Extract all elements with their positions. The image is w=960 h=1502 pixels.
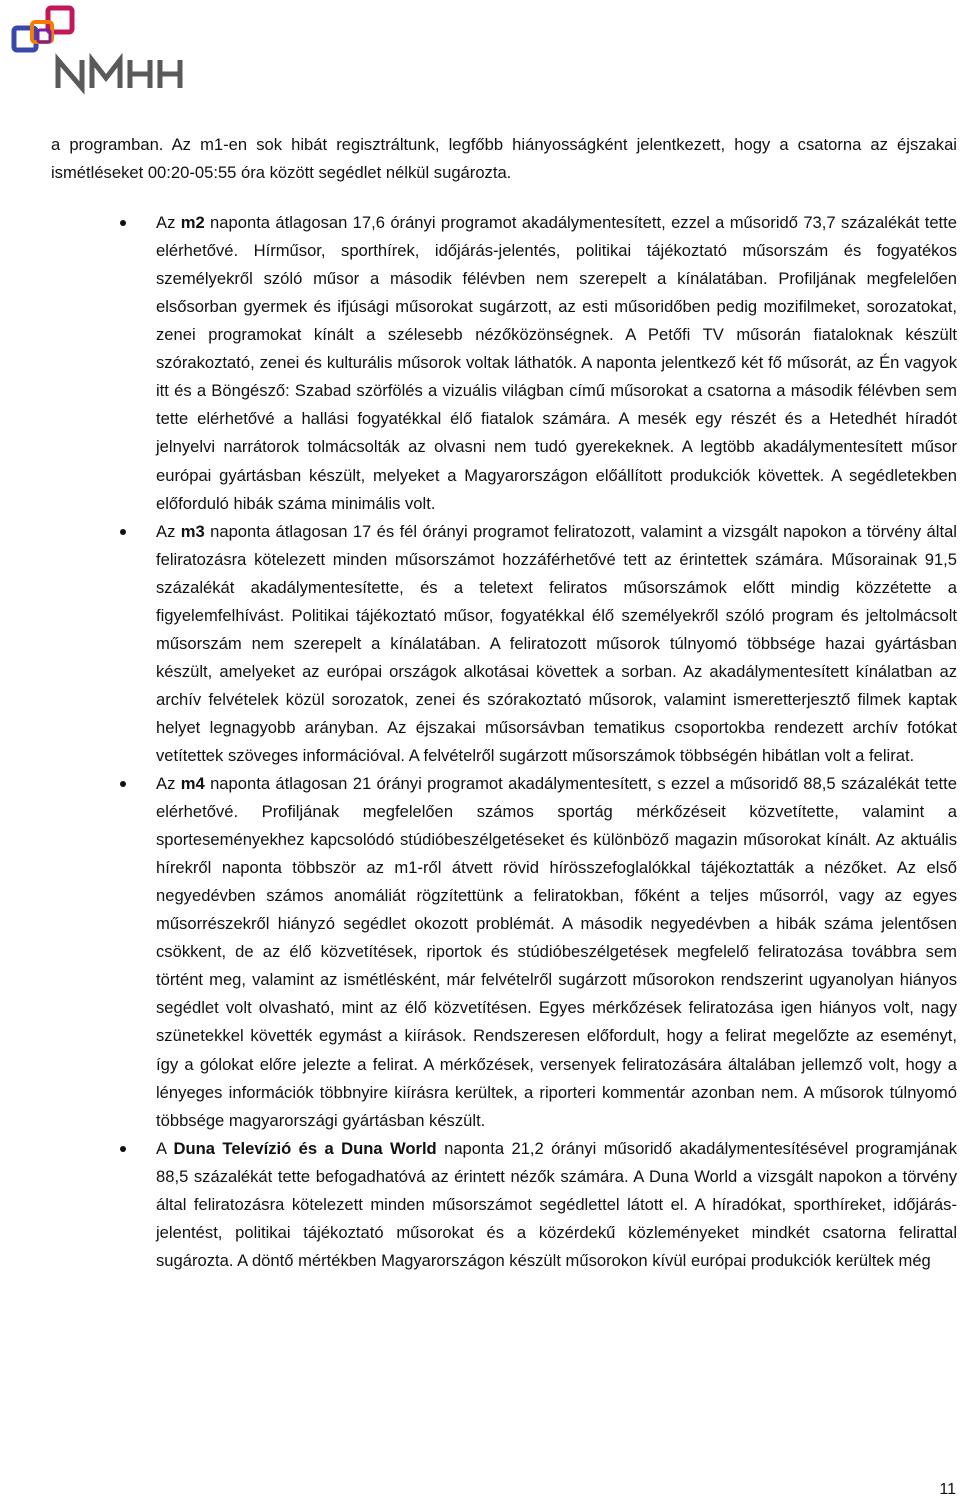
list-item-m3: Az m3 naponta átlagosan 17 és fél órányi programot feliratozott, valamint a vizsgált napokon a törvény által feliratozásra kötelezett minden műsorszámot hozzáférhetővé tett az érintettek számára. Műsorainak 91,5 százalékát akadálymentesítette, és a teletext feliratos műsorszámok előtt mindig közzétette a figyelemfelhívást. Politikai tájékoztató műsor, fogyatékkal élő személyekről szóló program és jeltolmácsolt műsorszám nem szerepelt a kínálatában. A feliratozott műsorok túlnyomó többsége hazai gyártásban készült, amelyeket az európai országok alkotásai követtek a sorban. Az akadálymentesített kínálatban az archív felvételek közül sorozatok, zenei és szórakoztató műsorok, valamint ismeretterjesztő filmek kaptak helyet legnagyobb arányban. Az éjszakai műsorsávban tematikus csoportokba rendezett archív fotókat vetítettek szöveges információval. A felvételről sugárzott műsorszámok többségén hibátlan volt a felirat. xyxy=(51,518,957,770)
bullet-icon xyxy=(120,781,126,787)
channel-name: Duna Televízió és a Duna World xyxy=(173,1138,437,1158)
logo-wordmark xyxy=(58,60,180,88)
bullet-icon xyxy=(120,1146,126,1152)
channel-list xyxy=(51,209,957,1275)
document-body xyxy=(51,131,957,1275)
nmhh-logo xyxy=(8,2,188,98)
channel-name: m2 xyxy=(180,213,205,233)
page-number: 11 xyxy=(939,1481,956,1498)
intro-paragraph: a programban. Az m1-en sok hibát regisztráltunk, legfőbb hiányosságként jelentkezett, hogy a csatorna az éjszakai ismétléseket 00:20-05:55 óra között segédlet nélkül sugározta. xyxy=(51,135,957,183)
channel-name: m3 xyxy=(180,521,205,541)
channel-name: m4 xyxy=(180,774,205,794)
list-item-m4: Az m4 naponta átlagosan 21 órányi programot akadálymentesített, s ezzel a műsoridő 88,5 százalékát tette elérhetővé. Profiljának megfelelően számos sportág mérkőzéseit közvetítette, valamint a sporteseményekhez kapcsolódó stúdióbeszélgetéseket és különböző magazin műsorokat kínált. Az aktuális hírekről naponta többször az m1-ről átvett rövid hírösszefoglalókkal tájékoztatták a nézőket. Az első negyedévben számos anomáliát rögzítettünk a feliratokban, főként a teljes műsorról, vagy az egyes műsorrészekről hiányzó segédlet okozott problémát. A második negyedévben a hibák száma jelentősen csökkent, de az élő közvetítések, riportok és stúdióbeszélgetések megfelelő feliratozása továbbra sem történt meg, valamint az ismétlésként, már felvételről sugárzott műsorokon rendszerint ugyanolyan hiányos segédlet volt olvasható, mint az élő közvetítésen. Egyes mérkőzések feliratozása igen hiányos volt, nagy szünetekkel követték egymást a kiírások. Rendszeresen előfordult, hogy a felirat megelőzte az eseményt, így a gólokat előre jelezte a felirat. A mérkőzések, versenyek feliratozására általában jellemző volt, hogy a lényeges információk többnyire kiírásra kerültek, a riporteri kommentár azonban nem. A műsorok túlnyomó többsége magyarországi gyártásban készült. xyxy=(51,770,957,1135)
bullet-icon xyxy=(120,529,126,535)
list-item-duna: A Duna Televízió és a Duna World naponta 21,2 órányi műsoridő akadálymentesítésével programjának 88,5 százalékát tette befogadhatóvá az érintett nézők számára. A Duna World a vizsgált napokon a törvény által feliratozásra kötelezett minden műsorszámot segédlettel látott el. A híradókat, sporthíreket, időjárás-jelentést, politikai tájékoztató műsorokat és a közérdekű közleményeket mindkét csatorna felirattal sugározta. A döntő mértékben Magyarországon készült műsorokon kívül európai produkciók kerültek még xyxy=(51,1135,957,1275)
list-item-m2: Az m2 naponta átlagosan 17,6 órányi programot akadálymentesített, ezzel a műsoridő 73,7 százalékát tette elérhetővé. Hírműsor, sporthírek, időjárás-jelentés, politikai tájékoztató műsorszám és fogyatékos személyekről szóló műsor a második félévben nem szerepelt a kínálatában. Profiljának megfelelően elsősorban gyermek és ifjúsági műsorokat sugárzott, az esti műsoridőben pedig mozifilmeket, sorozatokat, zenei programokat kínált a szélesebb nézőközönségnek. A Petőfi TV műsorán fiataloknak készült szórakoztató, zenei és kulturális műsorok voltak láthatók. A naponta jelentkező két fő műsorát, az Én vagyok itt és a Böngésző: Szabad szörfölés a vizuális világban című műsorokat a csatorna a második félévben sem tette elérhetővé a hallási fogyatékkal élő fiatalok számára. A mesék egy részét és a Hetedhét híradót jelnyelvi narrátorok tolmácsolták az olvasni nem tudó gyerekeknek. A legtöbb akadálymentesített műsor európai gyártásban készült, melyeket a Magyarországon előállított produkciók követtek. A segédletekben előforduló hibák száma minimális volt. xyxy=(51,209,957,518)
bullet-icon xyxy=(120,220,126,226)
